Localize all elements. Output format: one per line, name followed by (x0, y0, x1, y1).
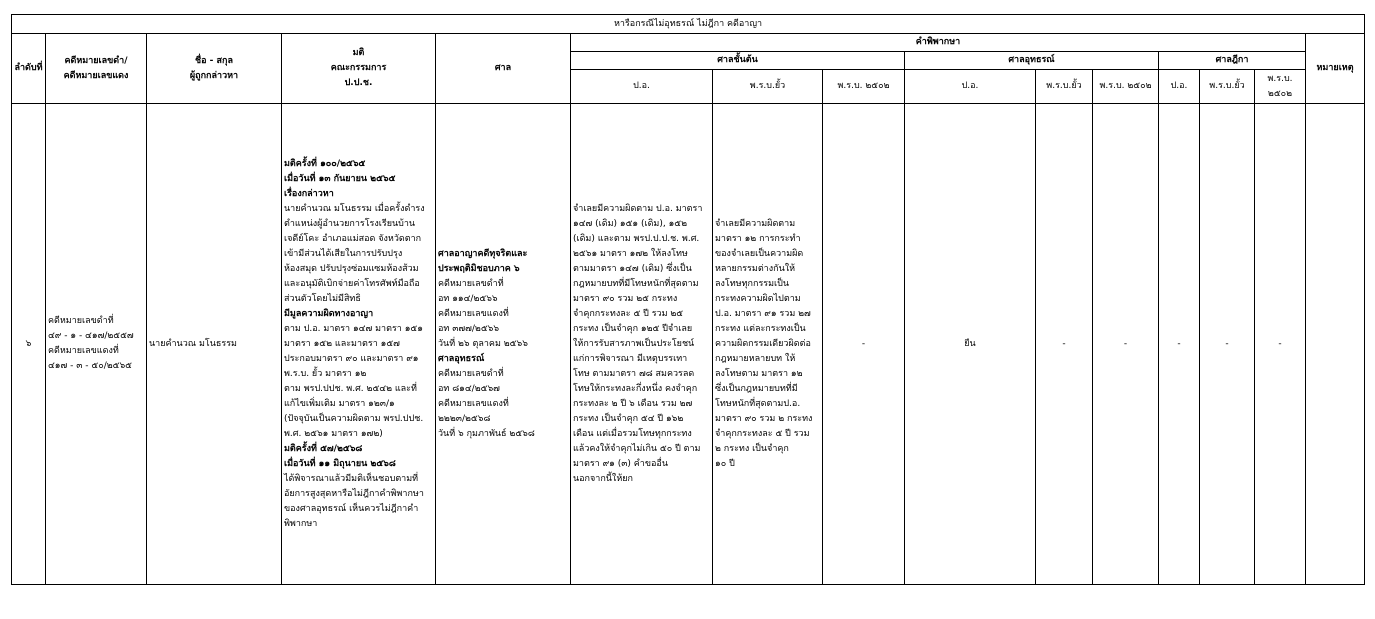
header-first-2502: พ.ร.บ. ๒๕๐๒ (823, 70, 905, 104)
resolution-line: ตำแหน่งผู้อำนวยการโรงเรียนบ้าน (284, 218, 416, 229)
court-line: คดีหมายเลขดำที่ (438, 278, 504, 289)
first-prb-line: ของจำเลยเป็นความผิด (715, 248, 804, 259)
header-supreme-prb: พ.ร.บ.ยั้ว (1200, 70, 1255, 104)
header-court: ศาล (436, 34, 571, 104)
resolution-line: พ.ศ. ๒๕๖๑ มาตรา ๑๗๒) (284, 428, 383, 439)
resolution-line: นายคำนวณ มโนธรรม เมื่อครั้งดำรง (284, 203, 425, 214)
header-remark: หมายเหตุ (1306, 34, 1365, 104)
first-prb-line: ลงโทษตาม มาตรา ๑๒ (715, 368, 803, 379)
header-supreme-2502-line-1: พ.ร.บ. (1267, 73, 1293, 84)
header-resolution-line-1: มติ (352, 48, 365, 58)
first-po-line: โทษให้กระทงละกึ่งหนึ่ง คงจำคุก (573, 383, 698, 394)
case-table (11, 14, 1365, 585)
first-po-line: แล้วคงให้จำคุกไม่เกิน ๕๐ ปี ตาม (573, 443, 701, 454)
cell-supreme-2502: - (1255, 104, 1306, 585)
header-first-prb: พ.ร.บ.ยั้ว (713, 70, 823, 104)
cell-supreme-prb: - (1200, 104, 1255, 585)
resolution-line: มติครั้งที่ ๕๗/๒๕๖๘ (284, 443, 363, 454)
court-line: คดีหมายเลขแดงที่ (438, 398, 509, 409)
first-prb-line: มาตรา ๙๐ รวม ๒ กระทง (715, 413, 813, 424)
first-po-line: เดือน แต่เมื่อรวมโทษทุกกระทง (573, 428, 692, 439)
resolution-line: แก้ไขเพิ่มเติม มาตรา ๑๒๓/๑ (284, 398, 395, 409)
header-appeal-prb: พ.ร.บ.ยั้ว (1036, 70, 1093, 104)
header-appeal-2502: พ.ร.บ. ๒๕๐๒ (1093, 70, 1159, 104)
cell-court (436, 104, 571, 585)
first-po-line: กระทง เป็นจำคุก ๑๒๕ ปีจำเลย (573, 323, 693, 334)
resolution-line: อัยการสูงสุดหารือไม่ฎีกาคำพิพากษา (284, 488, 424, 499)
resolution-line: มติครั้งที่ ๑๐๐/๒๕๖๕ (284, 158, 366, 169)
header-appeal-po: ป.อ. (905, 70, 1036, 104)
first-prb-line: ป.อ. มาตรา ๙๑ รวม ๒๗ (715, 308, 811, 319)
resolution-line: มาตรา ๑๕๒ และมาตรา ๑๕๗ (284, 338, 400, 349)
first-po-line: ให้การรับสารภาพเป็นประโยชน์ (573, 338, 695, 349)
cell-name: นายคำนวณ มโนธรรม (147, 104, 282, 585)
first-po-line: จำคุกกระทงละ ๕ ปี รวม ๒๕ (573, 308, 684, 319)
first-prb-line: ๒ กระทง เป็นจำคุก (715, 443, 789, 454)
court-line: อท ๘๑๔/๒๕๖๗ (438, 383, 500, 394)
first-po-line: ๒๕๖๑ มาตรา ๑๗๒ ให้ลงโทษ (573, 248, 688, 259)
first-prb-line: ๑๐ ปี (715, 458, 735, 469)
first-po-line: ๑๔๗ (เดิม) ๑๕๑ (เดิม), ๑๕๒ (573, 218, 688, 229)
cell-case-no-line: ๔๙ - ๑ - ๔๑๗/๒๕๕๗ (48, 331, 134, 341)
header-judgment: คำพิพากษา (571, 34, 1306, 52)
first-prb-line: ซึ่งเป็นกฎหมายบทที่มี (715, 383, 798, 394)
cell-case-no (46, 104, 147, 585)
header-case-no-line-2: คดีหมายเลขแดง (63, 70, 129, 81)
resolution-line: ห้องสมุด ปรับปรุงซ่อมแซมห้องส้วม (284, 263, 419, 274)
header-no-text: ลำดับที่ (14, 63, 43, 73)
first-prb-line: จำเลยมีความผิดตาม (715, 218, 796, 229)
cell-first-prb (713, 104, 823, 585)
header-supreme-court: ศาลฎีกา (1159, 52, 1306, 70)
first-po-line: แก่การพิจารณา มีเหตุบรรเทา (573, 353, 688, 364)
resolution-line: เจดีย์โคะ อำเภอแม่สอด จังหวัดตาก (284, 233, 422, 244)
header-resolution (282, 34, 436, 104)
resolution-line: เมื่อวันที่ ๑๓ กันยายน ๒๕๖๕ (284, 173, 396, 184)
first-po-line: กฎหมายบทที่มีโทษหนักที่สุดตาม (573, 278, 699, 289)
court-line: ศาลอาญาคดีทุจริตและ (438, 248, 528, 259)
court-line: คดีหมายเลขแดงที่ (438, 308, 509, 319)
cell-case-no-line: ๔๑๗ - ๓ - ๕๐/๒๕๖๕ (48, 361, 132, 371)
cell-case-no-line: คดีหมายเลขแดงที่ (48, 346, 119, 356)
resolution-line: ตาม พรป.ปปช. พ.ศ. ๒๕๔๒ และที่ (284, 383, 417, 394)
cell-resolution (282, 104, 436, 585)
first-prb-line: ความผิดกรรมเดียวผิดต่อ (715, 338, 811, 349)
header-name-line-1: ชื่อ - สกุล (195, 55, 233, 66)
header-name (147, 34, 282, 104)
resolution-line: มีมูลความผิดทางอาญา (284, 308, 374, 319)
first-prb-line: กระทงความผิดไปตาม (715, 293, 801, 304)
header-case-no (46, 34, 147, 104)
first-prb-line: กระทง แต่ละกระทงเป็น (715, 323, 806, 334)
resolution-line: ตาม ป.อ. มาตรา ๑๔๗ มาตรา ๑๕๑ (284, 323, 423, 334)
court-line: วันที่ ๒๖ ตุลาคม ๒๕๖๖ (438, 338, 528, 349)
first-po-line: ตามมาตรา ๑๔๗ (เดิม) ซึ่งเป็น (573, 263, 692, 274)
header-appeal-court: ศาลอุทธรณ์ (905, 52, 1159, 70)
header-first-court: ศาลชั้นต้น (571, 52, 905, 70)
first-po-line: มาตรา ๙๑ (๓) คำขออื่น (573, 458, 668, 469)
resolution-line: ของศาลอุทธรณ์ เห็นควรไม่ฎีกาคำ (284, 503, 419, 514)
first-prb-line: หลายกรรมต่างกันให้ (715, 263, 796, 274)
resolution-line: (ปัจจุบันเป็นความผิดตาม พรป.ปปช. (284, 413, 424, 424)
first-prb-line: มาตรา ๑๒ การกระทำ (715, 233, 801, 244)
table-row (12, 104, 1365, 585)
resolution-line: และอนุมัติเบิกจ่ายค่าโทรศัพท์มือถือ (284, 278, 420, 289)
first-po-line: มาตรา ๙๐ รวม ๒๕ กระทง (573, 293, 678, 304)
sheet-title: หารือกรณีไม่อุทธรณ์ ไม่ฎีกา คดีอาญา (12, 15, 1365, 34)
cell-appeal-prb: - (1036, 104, 1093, 585)
first-prb-line: ลงโทษทุกกรรมเป็น (715, 278, 789, 289)
first-po-line: โทษ ตามมาตรา ๗๘ สมควรลด (573, 368, 695, 379)
header-supreme-po: ป.อ. (1159, 70, 1200, 104)
resolution-line: พิพากษา (284, 518, 318, 529)
header-case-no-line-1: คดีหมายเลขดำ/ (64, 55, 128, 66)
court-line: คดีหมายเลขดำที่ (438, 368, 504, 379)
first-po-line: (เดิม) และตาม พรป.ป.ป.ช. พ.ศ. (573, 233, 700, 244)
court-line: อท ๑๑๔/๒๕๖๖ (438, 293, 498, 304)
court-line: ๒๒๒๓/๒๕๖๘ (438, 413, 491, 424)
first-po-line: กระทง เป็นจำคุก ๕๔ ปี ๑๖๒ (573, 413, 684, 424)
cell-no: ๖ (12, 104, 46, 585)
resolution-line: เรื่องกล่าวหา (284, 188, 334, 199)
header-supreme-2502 (1255, 70, 1306, 104)
cell-case-no-line: คดีหมายเลขดำที่ (48, 316, 114, 326)
resolution-line: ประกอบมาตรา ๙๐ และมาตรา ๙๑ (284, 353, 419, 364)
header-no (12, 34, 46, 104)
first-prb-line: กฎหมายหลายบท ให้ (715, 353, 796, 364)
first-po-line: นอกจากนี้ให้ยก (573, 473, 633, 484)
cell-appeal-po: ยืน (905, 104, 1036, 585)
cell-remark (1306, 104, 1365, 585)
resolution-line: เข้ามีส่วนได้เสียในการปรับปรุง (284, 248, 403, 259)
cell-first-po (571, 104, 713, 585)
court-line: อท ๓๗๗/๒๕๖๖ (438, 323, 500, 334)
title-row (12, 15, 1365, 34)
resolution-line: เมื่อวันที่ ๑๑ มิถุนายน ๒๕๖๘ (284, 458, 396, 469)
cell-first-2502: - (823, 104, 905, 585)
resolution-line: ได้พิจารณาแล้วมีมติเห็นชอบตามที่ (284, 473, 419, 484)
header-resolution-line-2: คณะกรรมการ (330, 63, 387, 73)
header-supreme-2502-line-2: ๒๕๐๒ (1267, 88, 1293, 99)
resolution-line: พ.ร.บ. ยั้ว มาตรา ๑๒ (284, 368, 367, 379)
first-po-line: กระทงละ ๒ ปี ๖ เดือน รวม ๒๗ (573, 398, 693, 409)
first-prb-line: โทษหนักที่สุดตามป.อ. (715, 398, 801, 409)
cell-appeal-2502: - (1093, 104, 1159, 585)
case-sheet (11, 14, 1364, 585)
header-name-line-2: ผู้ถูกกล่าวหา (189, 70, 239, 81)
first-po-line: จำเลยมีความผิดตาม ป.อ. มาตรา (573, 203, 703, 214)
header-resolution-line-3: ป.ป.ช. (344, 78, 373, 88)
first-prb-line: จำคุกกระทงละ ๕ ปี รวม (715, 428, 810, 439)
court-line: วันที่ ๖ กุมภาพันธ์ ๒๕๖๘ (438, 428, 535, 439)
court-line: ประพฤติมิชอบภาค ๖ (438, 263, 520, 274)
header-row-1 (12, 34, 1365, 52)
header-first-po: ป.อ. (571, 70, 713, 104)
resolution-line: ส่วนตัวโดยไม่มีสิทธิ (284, 293, 361, 304)
cell-supreme-po: - (1159, 104, 1200, 585)
court-line: ศาลอุทธรณ์ (438, 353, 485, 364)
